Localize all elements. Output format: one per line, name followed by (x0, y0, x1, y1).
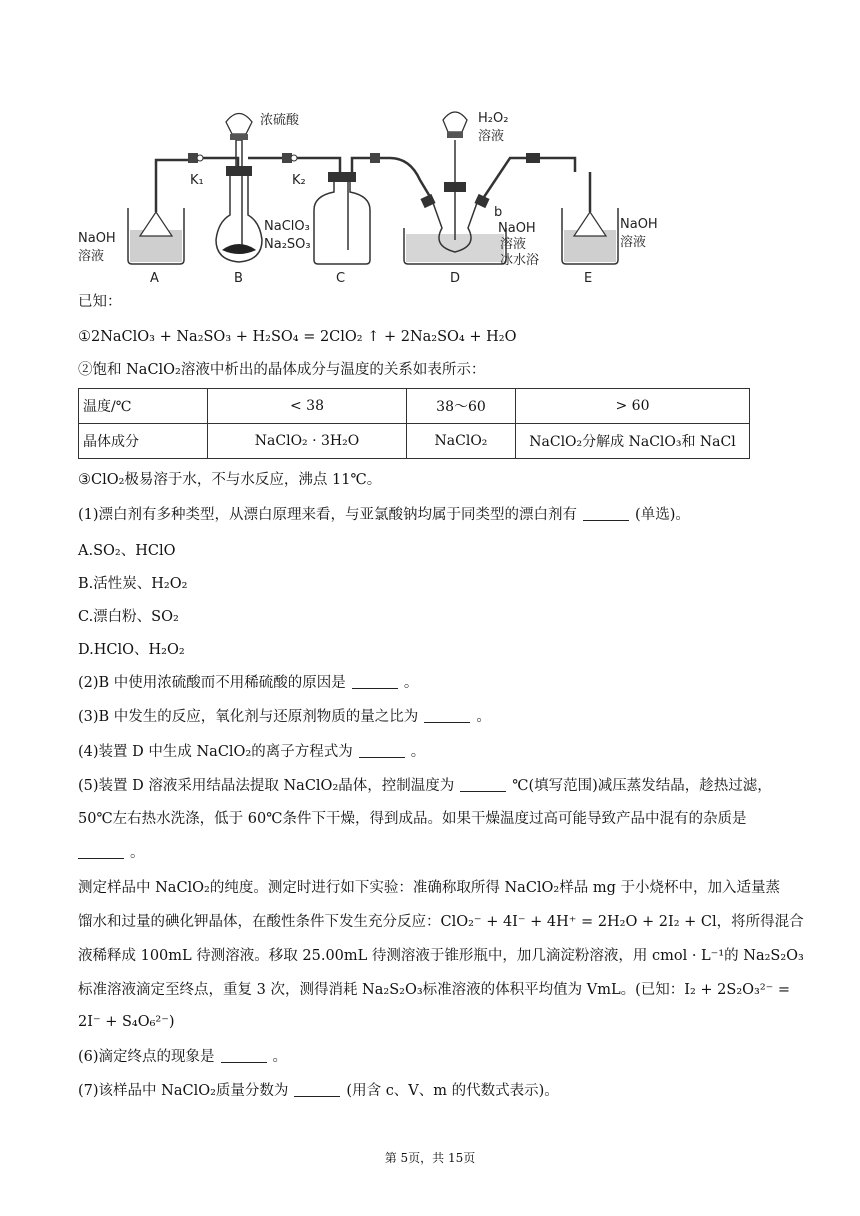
question-7-text: (7)该样品中 NaClO₂质量分数为 (78, 1083, 289, 1099)
question-5 (78, 776, 772, 796)
option-d: D.HClO、H₂O₂ (78, 642, 185, 658)
answer-blank (424, 708, 470, 723)
label-naoh-e: NaOH (620, 217, 658, 232)
question-1-text: (1)漂白剂有多种类型，从漂白原理来看，与亚氯酸钠均属于同类型的漂白剂有 (78, 507, 578, 523)
label-naoh-d-solution: 溶液 (500, 237, 527, 252)
answer-blank (78, 844, 124, 859)
label-b-apparatus: B (234, 271, 243, 285)
label-c: C (336, 271, 346, 285)
option-b: B.活性炭、H₂O₂ (78, 576, 188, 592)
paragraph-line-2: 馏水和过量的碘化钾晶体，在酸性条件下发生充分反应：ClO₂⁻ + 4I⁻ + 4H⁺ = 2H₂O + 2I₂ + Cl，将所得混合 (78, 914, 804, 930)
question-2-suffix: 。 (403, 675, 419, 691)
question-2-text: (2)B 中使用浓硫酸而不用稀硫酸的原因是 (78, 675, 346, 691)
question-3-suffix: 。 (476, 709, 491, 725)
table-row (79, 424, 750, 459)
paragraph-line-5: 2I⁻ + S₄O₆²⁻) (78, 1014, 175, 1030)
table-cell: NaClO₂ (407, 424, 516, 459)
question-7 (78, 1081, 559, 1101)
question-1-suffix: (单选)。 (635, 507, 690, 523)
label-e: E (584, 271, 593, 285)
clamp-k1 (188, 153, 203, 163)
answer-blank (359, 743, 405, 758)
table-cell: 38～60 (407, 389, 516, 424)
label-naoh-d: NaOH (498, 221, 536, 236)
table-cell: NaClO₂分解成 NaClO₃和 NaCl (516, 424, 750, 459)
known-equation-1: ①2NaClO₃ + Na₂SO₃ + H₂SO₄ = 2ClO₂ ↑ + 2Na₂SO₄ + H₂O (78, 329, 517, 345)
paragraph-line-3: 液稀释成 100mL 待测溶液。移取 25.00mL 待测溶液于锥形瓶中，加几滴淀粉溶液，用 cmol · L⁻¹的 Na₂S₂O₃ (78, 948, 804, 964)
question-5-text-2: ℃(填写范围)减压蒸发结晶，趁热过滤， (512, 778, 772, 794)
question-1 (78, 505, 690, 525)
table-cell: 晶体成分 (79, 424, 208, 459)
question-6 (78, 1047, 287, 1067)
known-heading: 已知： (78, 294, 122, 310)
question-6-suffix: 。 (272, 1049, 288, 1065)
label-a: A (150, 271, 159, 285)
label-h2o2-solution: 溶液 (478, 129, 505, 144)
known-statement-3: ③ClO₂极易溶于水，不与水反应，沸点 11℃。 (78, 472, 382, 488)
answer-blank (221, 1048, 267, 1063)
label-k1: K₁ (190, 173, 204, 188)
label-d: D (450, 271, 461, 285)
label-h2o2: H₂O₂ (478, 111, 509, 126)
crystal-temperature-table (78, 388, 750, 459)
question-3-text: (3)B 中发生的反应，氧化剂与还原剂物质的量之比为 (78, 709, 419, 725)
question-2 (78, 673, 418, 693)
table-cell: 温度/℃ (79, 389, 208, 424)
flask-b (216, 114, 262, 263)
table-cell: > 60 (516, 389, 750, 424)
clamp-k2 (282, 153, 297, 163)
question-5-text: (5)装置 D 溶液采用结晶法提取 NaClO₂晶体，控制温度为 (78, 778, 455, 794)
beaker-a (128, 160, 190, 264)
question-4-text: (4)装置 D 中生成 NaClO₂的离子方程式为 (78, 744, 353, 760)
label-k2: K₂ (292, 173, 306, 188)
question-5-line-3 (78, 843, 145, 863)
label-ice-bath: 冰水浴 (500, 253, 540, 268)
option-a: A.SO₂、HClO (78, 543, 176, 559)
answer-blank (294, 1082, 340, 1097)
question-5-line-2: 50℃左右热水洗涤，低于 60℃条件下干燥，得到成品。如果干燥温度过高可能导致产品中混有的杂质是 (78, 811, 747, 827)
label-b: b (494, 205, 503, 220)
label-naoh-a: NaOH (78, 231, 116, 246)
beaker-e (562, 172, 618, 264)
label-naoh-a-solution: 溶液 (78, 249, 105, 264)
question-6-text: (6)滴定终点的现象是 (78, 1049, 215, 1065)
known-statement-2: ②饱和 NaClO₂溶液中析出的晶体成分与温度的关系如表所示： (78, 362, 486, 378)
page-footer: 第 5页，共 15页 (384, 1151, 476, 1165)
question-3 (78, 707, 491, 727)
answer-blank (583, 506, 629, 521)
table-cell: < 38 (208, 389, 407, 424)
label-na2so3: Na₂SO₃ (264, 237, 311, 252)
question-5-suffix: 。 (130, 845, 145, 861)
label-naoh-e-solution: 溶液 (620, 235, 647, 250)
label-conc-h2so4: 浓硫酸 (260, 113, 300, 128)
answer-blank (352, 674, 398, 689)
apparatus-diagram (70, 100, 710, 285)
table-cell: NaClO₂ · 3H₂O (208, 424, 407, 459)
table-row (79, 389, 750, 424)
question-4-suffix: 。 (410, 744, 426, 760)
label-naclo3: NaClO₃ (264, 219, 310, 234)
answer-blank (460, 777, 506, 792)
question-4 (78, 742, 425, 762)
question-7-suffix: (用含 c、V、m 的代数式表示)。 (346, 1083, 559, 1099)
paragraph-line-4: 标准溶液滴定至终点，重复 3 次，测得消耗 Na₂S₂O₃标准溶液的体积平均值为 VmL。(已知：I₂ + 2S₂O₃²⁻ = (78, 982, 791, 998)
option-c: C.漂白粉、SO₂ (78, 609, 179, 625)
paragraph-line-1: 测定样品中 NaClO₂的纯度。测定时进行如下实验：准确称取所得 NaClO₂样品 mg 于小烧杯中，加入适量蒸 (78, 880, 780, 896)
